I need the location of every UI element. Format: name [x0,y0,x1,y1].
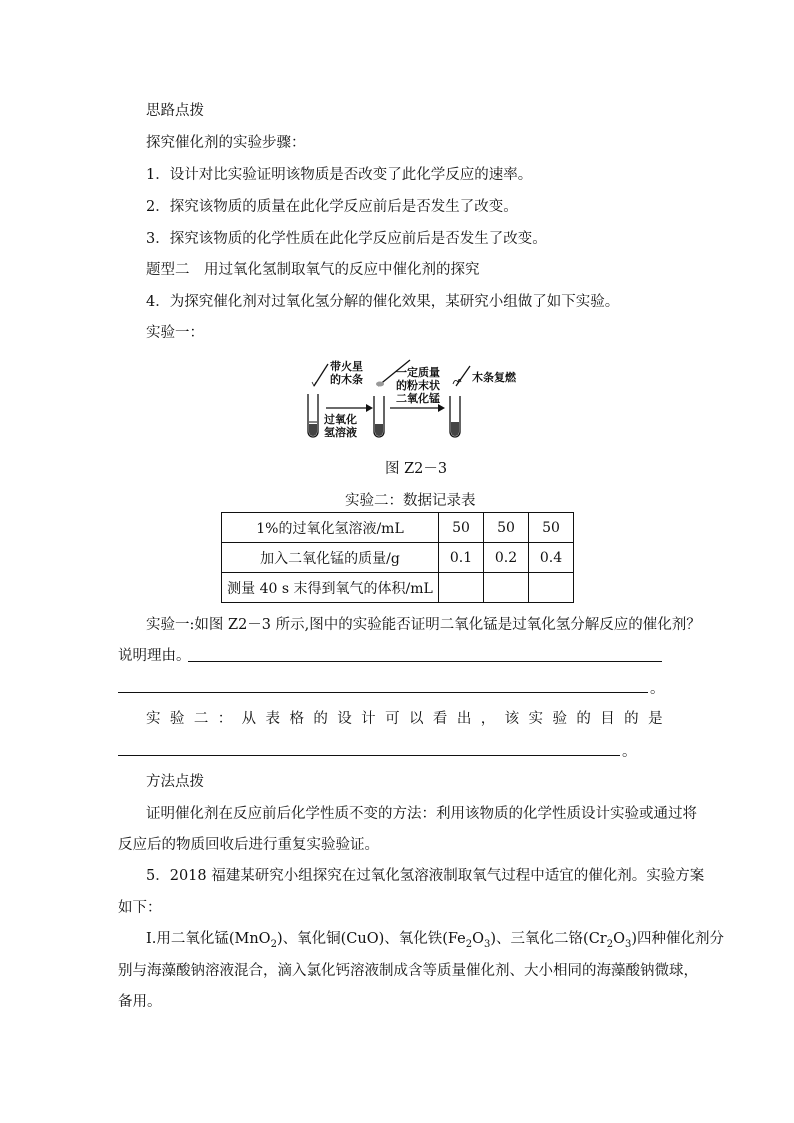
label-line: 氢溶液 [324,426,357,439]
step-1: 1．设计对比实验证明该物质是否改变了此化学反应的速率。 [146,167,533,183]
subscript: 3 [625,938,632,950]
question-5: 如下： [118,900,162,916]
question-5-text: 别与海藻酸钠溶液混合，滴入氯化钙溶液制成含等质量催化剂、大小相同的海藻酸钠微球， [118,963,698,979]
subscript: 2 [606,938,614,950]
table-cell: 加入二氧化锰的质量/g [222,543,439,573]
label-peroxide-solution [324,413,357,439]
heading-method: 方法点拨 [146,774,204,790]
question-4: 4．为探究催化剂对过氧化氢分解的催化效果，某研究小组做了如下实验。 [146,294,620,310]
experiment-1-label: 实验一： [146,325,204,341]
subscript: 3 [484,938,491,950]
heading-analysis: 思路点拨 [146,103,204,119]
figure-caption: 图 Z2－3 [385,461,448,477]
text: )、三氧化二铬(Cr [490,931,607,947]
text: O [613,931,625,947]
table-row [222,573,574,603]
answer-cell[interactable] [439,573,484,603]
data-table [221,512,574,603]
table-cell: 0.2 [484,543,529,573]
answer-blank[interactable] [118,692,648,693]
label-line: 的粉末状 [396,379,440,392]
step-2: 2．探究该物质的质量在此化学反应前后是否发生了改变。 [146,199,518,215]
table-title: 实验二：数据记录表 [345,493,476,509]
table-cell: 50 [529,513,574,543]
section-heading: 题型二 用过氧化氢制取氧气的反应中催化剂的探究 [146,262,480,278]
label-relight: 木条复燃 [472,371,516,384]
label-glowing-splint [330,360,363,386]
subscript: 2 [465,938,473,950]
table-cell: 测量 40 s 末得到氧气的体积/mL [222,573,439,603]
label-line: 一定质量 [396,366,440,379]
answer-cell[interactable] [484,573,529,603]
table-cell: 1%的过氧化氢溶液/mL [222,513,439,543]
table-row [222,513,574,543]
method-text: 证明催化剂在反应前后化学性质不变的方法：利用该物质的化学性质设计实验或通过将 [146,806,697,822]
label-line: 过氧化 [324,413,357,426]
question-exp1: 实验一:如图 Z2－3 所示,图中的实验能否证明二氧化锰是过氧化氢分解反应的催化剂？ [146,617,701,633]
text: )四种催化剂分 [631,931,725,947]
label-line: 二氧化锰 [396,392,440,405]
answer-blank[interactable] [118,755,620,756]
table-cell: 0.1 [439,543,484,573]
paragraph: 探究催化剂的实验步骤： [146,135,306,151]
step-3: 3．探究该物质的化学性质在此化学反应前后是否发生了改变。 [146,231,547,247]
question-exp2: 实 验 二 ： 从 表 格 的 设 计 可 以 看 出 ， 该 实 验 的 目 的 是 [146,711,665,727]
question-5: 5．2018 福建某研究小组探究在过氧化氢溶液制取氧气过程中适宜的催化剂。实验方案 [146,868,705,884]
label-line: 的木条 [330,373,363,386]
label-line: 带火星 [330,360,363,373]
answer-cell[interactable] [529,573,574,603]
table-cell: 0.4 [529,543,574,573]
experiment-figure [300,356,530,446]
label-manganese-dioxide [396,366,440,405]
text: Ⅰ.用二氧化锰(MnO [146,931,271,947]
answer-blank[interactable] [188,661,662,662]
text: O [472,931,485,947]
question-5-text: 备用。 [118,994,162,1010]
table-cell: 50 [484,513,529,543]
text: )、氧化铜(CuO)、氧化铁(Fe [276,931,466,947]
question-exp1-reason: 说明理由。 [118,648,191,664]
end-mark: 。 [622,744,637,760]
table-cell: 50 [439,513,484,543]
table-row [222,543,574,573]
subscript: 2 [270,938,277,950]
question-5-step-1 [146,929,724,955]
end-mark: 。 [650,681,665,697]
method-text: 反应后的物质回收后进行重复实验验证。 [118,837,379,853]
